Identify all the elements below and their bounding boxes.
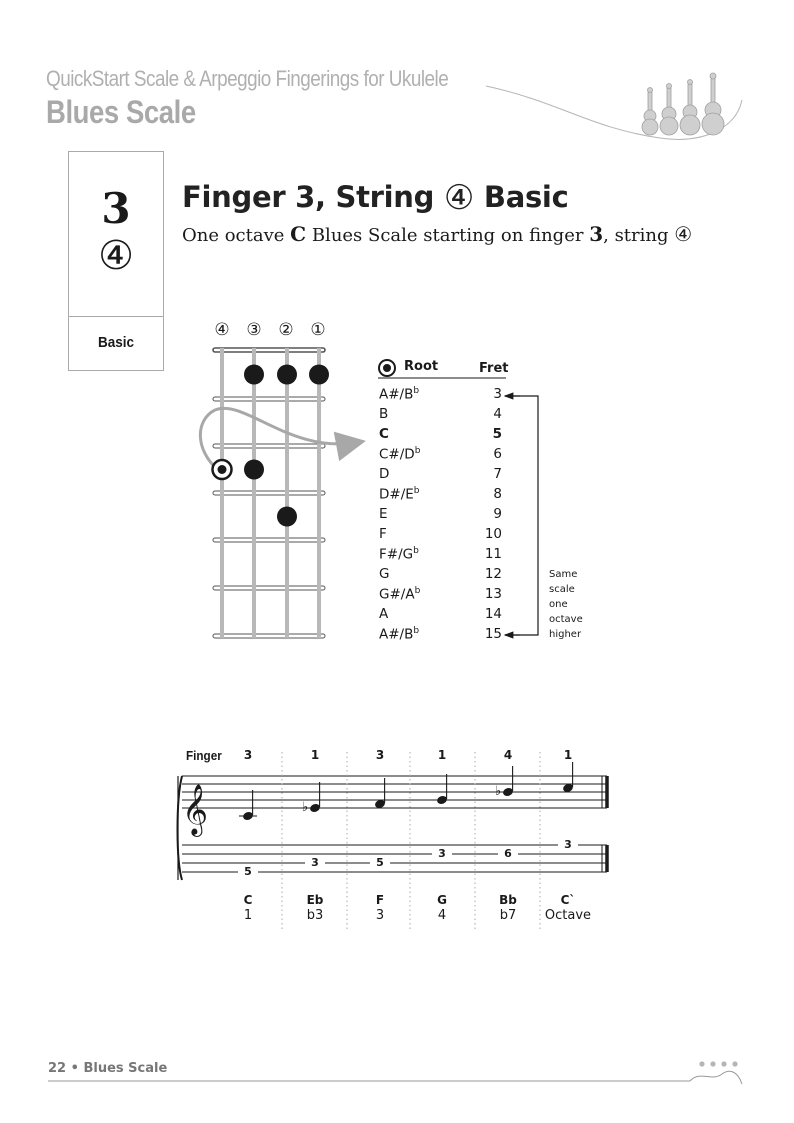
string-label-2: ② xyxy=(278,320,294,340)
chart-note-name: A#/B xyxy=(379,386,414,403)
flat-sign: b xyxy=(413,626,420,636)
scale-degree: 3 xyxy=(375,908,385,923)
heading-string: ④ xyxy=(443,178,475,218)
chart-fret-number: 12 xyxy=(484,566,502,582)
subtitle-string: ④ xyxy=(674,222,693,246)
subtitle-part: Blues Scale starting on finger xyxy=(311,225,584,246)
tab-fret-number: 5 xyxy=(238,866,258,878)
note-name: G xyxy=(437,893,447,907)
octave-note-line: scale xyxy=(549,584,575,595)
flat-accidental-icon: ♭ xyxy=(495,784,502,799)
scale-degree: Octave xyxy=(544,908,592,923)
string-label-1: ① xyxy=(310,320,326,340)
staff-note xyxy=(562,762,574,793)
subtitle-finger: 3 xyxy=(589,222,604,246)
footer-dots-icon xyxy=(699,1061,737,1066)
root-header: Root xyxy=(404,359,439,374)
tab-fret-number: 3 xyxy=(432,848,452,860)
book-title: QuickStart Scale & Arpeggio Fingerings for Ukulele xyxy=(46,66,449,91)
note-name: C` xyxy=(560,893,576,907)
heading-prefix: Finger 3, String xyxy=(182,180,435,214)
scale-degree: 4 xyxy=(437,908,447,923)
chart-note-name: A xyxy=(379,606,389,622)
flat-sign: b xyxy=(413,386,420,396)
finger-row-label: Finger xyxy=(186,748,222,763)
chart-note-name: B xyxy=(379,406,389,422)
chart-fret-number: 7 xyxy=(493,466,502,482)
chart-note-name: A#/B xyxy=(379,626,414,643)
page-footer: 22 • Blues Scale xyxy=(48,1061,168,1076)
staff-note xyxy=(436,774,448,805)
staff-note xyxy=(302,782,321,815)
flat-accidental-icon: ♭ xyxy=(302,800,309,815)
tab-fret-number: 3 xyxy=(558,839,578,851)
chart-note-name: D xyxy=(379,466,390,482)
octave-note-line: Same xyxy=(549,569,578,580)
finger-number: 4 xyxy=(503,748,513,762)
chart-fret-number: 11 xyxy=(484,546,502,562)
chart-fret-number: 14 xyxy=(484,606,502,622)
finger-number: 3 xyxy=(243,748,253,762)
chart-fret-number: 15 xyxy=(484,626,502,642)
flat-sign: b xyxy=(413,546,419,556)
note-name: F xyxy=(375,893,385,907)
staff-lines xyxy=(182,776,607,808)
footer-swoosh xyxy=(690,1071,742,1084)
staff-note xyxy=(374,778,386,809)
staff-note xyxy=(495,766,514,799)
finger-number: 1 xyxy=(563,748,573,762)
treble-clef-icon: 𝄞 xyxy=(182,784,209,835)
flat-sign: b xyxy=(414,586,421,596)
staff-note xyxy=(239,790,257,821)
chart-note-name: G xyxy=(379,566,390,582)
heading-suffix: Basic xyxy=(483,180,569,214)
tab-fret-number: 6 xyxy=(498,848,518,860)
tab-finger-number: 3 xyxy=(101,184,131,233)
subtitle-part: , string xyxy=(603,225,669,246)
chart-fret-number: 9 xyxy=(493,506,502,522)
octave-note-line: octave xyxy=(549,614,583,625)
flat-sign: b xyxy=(414,446,421,456)
finger-number: 1 xyxy=(310,748,320,762)
finger-number: 1 xyxy=(437,748,447,762)
flat-sign: b xyxy=(413,486,420,496)
chart-note-name: F xyxy=(379,526,387,542)
octave-note-line: higher xyxy=(549,629,582,640)
note-name: C xyxy=(243,893,253,907)
chart-note-name: C xyxy=(379,426,389,442)
tab-fret-number: 3 xyxy=(305,857,325,869)
subtitle-part: One octave xyxy=(182,225,285,246)
chart-fret-number: 13 xyxy=(484,586,502,602)
scale-degree: b3 xyxy=(306,908,324,923)
section-title: Blues Scale xyxy=(46,94,196,130)
string-label-3: ③ xyxy=(246,320,262,340)
tab-level-label: Basic xyxy=(97,334,135,351)
chart-note-name: C#/D xyxy=(379,446,415,463)
chart-fret-number: 3 xyxy=(493,386,502,402)
note-name: Eb xyxy=(306,893,324,907)
chart-note-name: E xyxy=(379,506,388,522)
chart-fret-number: 10 xyxy=(484,526,502,542)
string-label-4: ④ xyxy=(214,320,230,340)
tab-string-number: ④ xyxy=(98,233,134,279)
chart-fret-number: 8 xyxy=(493,486,502,502)
tab-fret-number: 5 xyxy=(370,857,390,869)
chart-fret-number: 5 xyxy=(492,426,502,442)
final-barline xyxy=(602,776,607,872)
fret-header: Fret xyxy=(479,361,509,376)
finger-number: 3 xyxy=(375,748,385,762)
chart-fret-number: 6 xyxy=(493,446,502,462)
note-name: Bb xyxy=(499,893,517,907)
chart-note-name: D#/E xyxy=(379,486,414,503)
chart-fret-number: 4 xyxy=(493,406,502,422)
octave-note-line: one xyxy=(549,599,568,610)
scale-degree: 1 xyxy=(243,908,253,923)
chart-note-name: F#/G xyxy=(379,546,414,563)
chart-note-name: G#/A xyxy=(379,586,415,603)
subtitle-key: C xyxy=(290,222,307,246)
footer-decoration xyxy=(0,1050,794,1090)
scale-degree: b7 xyxy=(499,908,517,923)
